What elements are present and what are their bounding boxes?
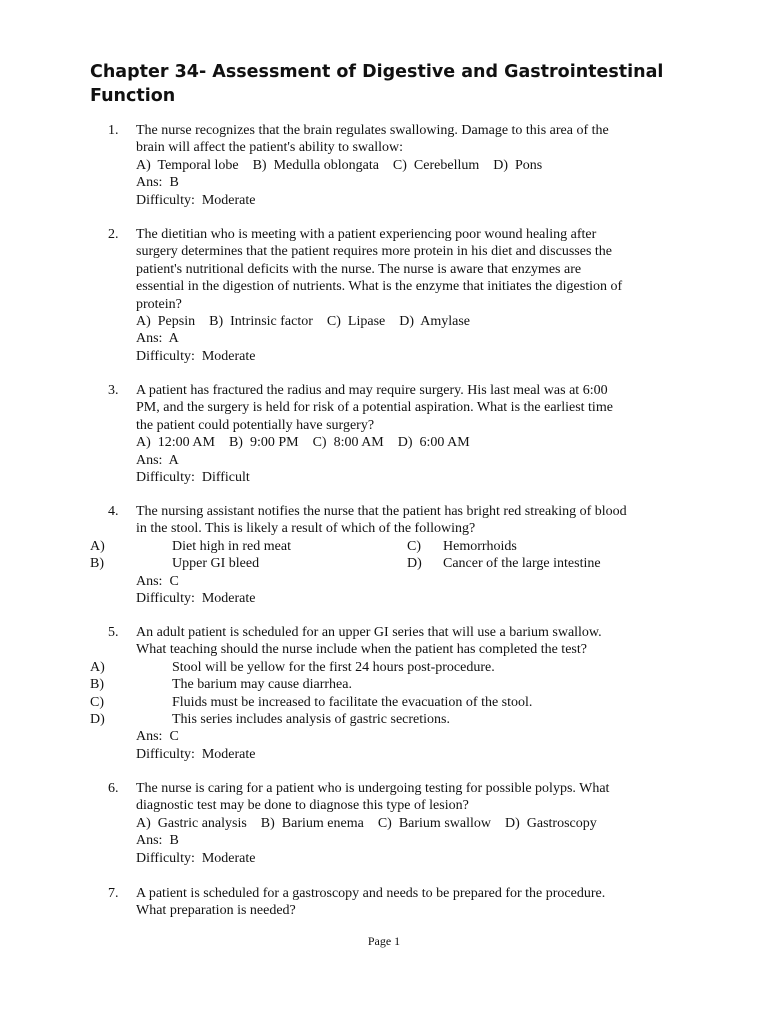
question-text: The nurse is caring for a patient who is undergoing testing for possible polyps. What diagnostic test may be done to diagnose this type of lesion?	[136, 781, 610, 814]
option-label: A)	[90, 660, 105, 675]
difficulty: Difficulty: Moderate	[136, 193, 256, 208]
options-line: A) Gastric analysis B) Barium enema C) Barium swallow D) Gastroscopy	[136, 816, 597, 831]
answer: Ans: B	[136, 833, 179, 848]
option-label: A)	[90, 539, 105, 554]
difficulty: Difficulty: Moderate	[136, 349, 256, 364]
question-number: 3.	[108, 383, 119, 398]
option-label: C)	[407, 539, 421, 554]
question-number: 2.	[108, 227, 119, 242]
options-line: A) Pepsin B) Intrinsic factor C) Lipase D) Amylase	[136, 314, 470, 329]
question-number: 1.	[108, 123, 119, 138]
answer: Ans: A	[136, 331, 179, 346]
answer: Ans: B	[136, 175, 179, 190]
question-text: An adult patient is scheduled for an upper GI series that will use a barium swallow. What teaching should the nurse include when the patient has completed the test?	[136, 625, 602, 658]
option-label: B)	[90, 556, 104, 571]
question-number: 4.	[108, 504, 119, 519]
option-text: Stool will be yellow for the first 24 hours post-procedure.	[172, 660, 495, 675]
answer: Ans: A	[136, 453, 179, 468]
page-number: Page 1	[367, 934, 401, 948]
options-line: A) Temporal lobe B) Medulla oblongata C) Cerebellum D) Pons	[136, 158, 543, 173]
difficulty: Difficulty: Moderate	[136, 591, 256, 606]
question-text: A patient is scheduled for a gastroscopy and needs to be prepared for the procedure. What preparation is needed?	[136, 886, 606, 919]
option-text: Cancer of the large intestine	[443, 556, 601, 571]
options-line: A) 12:00 AM B) 9:00 PM C) 8:00 AM D) 6:00 AM	[136, 435, 470, 450]
answer: Ans: C	[136, 729, 179, 744]
difficulty: Difficulty: Moderate	[136, 851, 256, 866]
option-text: This series includes analysis of gastric secretions.	[172, 712, 450, 727]
page-title: Chapter 34- Assessment of Digestive and Gastrointestinal Function	[90, 62, 664, 106]
option-text: Fluids must be increased to facilitate the evacuation of the stool.	[172, 695, 533, 710]
difficulty: Difficulty: Moderate	[136, 747, 256, 762]
option-label: C)	[90, 695, 104, 710]
question-text: A patient has fractured the radius and may require surgery. His last meal was at 6:00 PM, and the surgery is held for risk of a potential aspiration. What is the earliest time the patient could potentially have surgery?	[136, 383, 613, 433]
option-text: Diet high in red meat	[172, 539, 291, 554]
question-text: The dietitian who is meeting with a patient experiencing poor wound healing after surgery determines that the patient requires more protein in his diet and discusses the patient's nutritional deficits with the nurse. The nurse is aware that enzymes are essential in the digestion of nutrients. What is the enzyme that initiates the digestion of protein?	[136, 227, 623, 312]
option-text: Upper GI bleed	[172, 556, 260, 571]
option-text: The barium may cause diarrhea.	[172, 677, 352, 692]
question-text: The nurse recognizes that the brain regulates swallowing. Damage to this area of the brain will affect the patient's ability to swallow:	[136, 123, 609, 156]
question-number: 6.	[108, 781, 119, 796]
question-text: The nursing assistant notifies the nurse that the patient has bright red streaking of blood in the stool. This is likely a result of which of the following?	[136, 504, 627, 537]
question-number: 5.	[108, 625, 119, 640]
option-label: D)	[90, 712, 105, 727]
difficulty: Difficulty: Difficult	[136, 470, 250, 485]
option-text: Hemorrhoids	[443, 539, 517, 554]
question-number: 7.	[108, 886, 119, 901]
answer: Ans: C	[136, 574, 179, 589]
option-label: B)	[90, 677, 104, 692]
option-label: D)	[407, 556, 422, 571]
